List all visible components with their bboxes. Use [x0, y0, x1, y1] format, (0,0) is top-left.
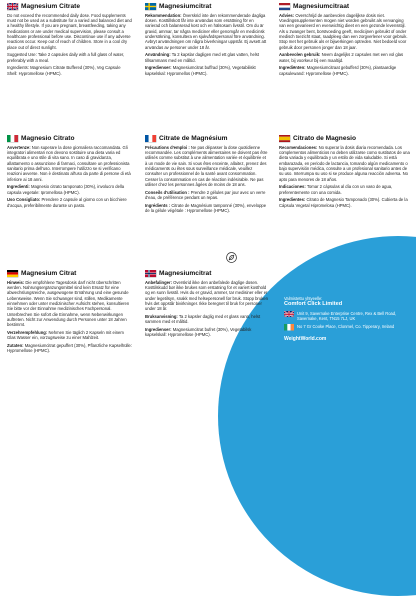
section-norwegian: [145, 270, 269, 416]
flag-france-icon: [145, 135, 156, 142]
flag-italy-icon: [7, 135, 18, 142]
distributor-uk-address: Unit 9, Savernake Enterprise Centre, Rex & Bell Road, Savernake, Kent, TN15 7LJ, UK: [297, 310, 397, 321]
section-spanish-warning: [279, 145, 411, 182]
ingredients-text: Citrato de Magnesio Tamponado (30%). Cubierta de la Cápsula Vegetal Hipromelosa (HPMC).: [279, 197, 408, 208]
warning-text: Ne pas dépasser la dose quotidienne recommandée. Les compléments alimentaires ne doivent pas être utilisés comme substitut à une alimentation variée et équilibrée et à un mode de vie sain. Si vous êtes enceinte, allaitez, prenez des médicaments ou êtes sous surveillance médicale, veuillez consulter un professionnel de la santé avant consommation. Cesser la consommation en cas de réaction indésirable. Ne pas utiliser chez les personnes âgées de moins de 18 ans.: [145, 144, 268, 187]
section-english-use: Suggested Use: Take 2 capsules daily with a full glass of water, preferably with a meal.: [7, 52, 125, 63]
flag-spain-icon: [279, 135, 290, 142]
distributor-ie-address: No 7 Gr Cooke Place, Clonmel, Co. Tipperary, Ireland: [297, 324, 395, 330]
use-text: Neem dagelijks 2 capsules met een vol glas water, bij voorkeur bij een maaltijd.: [279, 52, 404, 63]
section-swedish-ingredients: [145, 65, 269, 76]
flag-uk-icon: [284, 311, 294, 318]
section-german-header: [7, 270, 132, 277]
section-italian-header: [7, 135, 132, 142]
section-swedish-use: [145, 52, 269, 63]
use-text: Ta 2 kapslar dagligen med ett glas vatten, helst tillsammans med en måltid.: [145, 52, 259, 63]
use-label: Conseils d'utilisation :: [145, 189, 190, 195]
section-english-warning: Do not exceed the recommended daily dose. Food supplements must not be used as a substitute for a varied and balanced diet and a healthy lifestyle. If you are pregnant, breastfeeding, taking any medications or are under medical supervision, please consult a healthcare professional before use. Discontinue use if any adverse reactions occur. Keep out of reach of children. Store in a cool dry place out of direct sunlight.: [7, 12, 132, 50]
ingredients-text: Magnesiumcitrat gepuffert (30%), Pflanzliche Kapselhülle: Hypromellose (HPMC).: [7, 342, 132, 354]
ingredients-label: Zutaten:: [7, 342, 24, 348]
leaf-icon: [226, 250, 237, 261]
section-dutch: [279, 3, 411, 125]
section-spanish-ingredients: [279, 197, 411, 208]
distributor-website[interactable]: WeightWorld.com: [284, 335, 327, 342]
warning-label: Rekommendation:: [145, 12, 182, 18]
section-french-title: Citrate de Magnésium: [159, 135, 228, 142]
use-label: Indicaciones:: [279, 184, 306, 190]
section-french-warning: [145, 145, 269, 188]
warning-label: Recomendaciones:: [279, 144, 318, 150]
section-german-use: [7, 330, 132, 341]
use-label: Användning:: [145, 52, 171, 58]
section-french: [145, 135, 269, 258]
section-french-header: [145, 135, 269, 142]
section-italian-use: [7, 197, 132, 208]
use-text: Nehmen Sie täglich 2 Kapseln mit einem Glas Wasser ein, vorzugsweise zu einer Mahlzeit.: [7, 329, 124, 341]
warning-text: Overschrijd de aanbevolen dagelijkse dosis niet. Voedingssupplementen mogen niet worden gebruikt als vervanging van een gevarieerd en evenwichtig dieet en een gezonde levensstijl. Als u zwanger bent, borstvoeding geeft, medicijnen gebruikt of onder medisch toezicht staat, raadpleeg dan een zorgverlener voor gebruik. Stop met het gebruik als er bijwerkingen optreden. Niet bedoeld voor gebruik door personen jonger dan 18 jaar.: [279, 12, 408, 50]
ingredients-text: Magnesium Citrate Buffered (30%), Veg Capsule Shell: Hypromellose (HPMC).: [7, 65, 121, 76]
section-german-ingredients: [7, 343, 132, 354]
section-english-ingredients: [7, 65, 132, 76]
section-italian: [7, 135, 132, 258]
section-german: [7, 270, 132, 416]
distributor-company: Comfort Click Limited: [284, 301, 343, 308]
flag-uk-icon: [7, 3, 18, 10]
use-text: Prendere 2 capsule al giorno con un bicchiere d'acqua, preferibilmente durante un pasto.: [7, 197, 127, 208]
warning-label: Hinweis:: [7, 279, 25, 285]
section-norwegian-warning: [145, 280, 269, 312]
warning-label: Advies:: [279, 12, 295, 18]
distributor-heading: Valmistettu yhtyeelle:: [284, 296, 323, 301]
ingredients-label: Ingredienser:: [145, 326, 172, 332]
use-label: Uso Consigliato:: [7, 197, 41, 203]
flag-norway-icon: [145, 270, 156, 277]
ingredients-text: Magnesio citrato tamponato (30%), involucro della capsula vegetale: Ipromellosa (HPMC).: [7, 184, 125, 195]
ingredients-label: Ingredients:: [7, 65, 29, 71]
flag-sweden-icon: [145, 3, 156, 10]
section-spanish-header: [279, 135, 411, 142]
flag-germany-icon: [7, 270, 18, 277]
distributor-uk-address-row: [284, 311, 410, 321]
warning-text: No superar la dosis diaria recomendada. Los complementos alimenticios no deben utilizarse como sustitutos de una dieta variada y equilibrada y un estilo de vida saludable. Si está embarazada, en periodo de lactancia, tomando algún medicamento o bajo supervisión médica, consulte a un profesional sanitario antes de su uso. Interrumpa su uso si se produce alguna reacción adversa. No apto para menores de 18 años.: [279, 144, 410, 182]
warning-text: Non superare la dose giornaliera raccomandata. Gli integratori alimentari non devono sostituire una dieta varia ed equilibrata e uno stile di vita sano. In caso di gravidanza, allattamento o assunzione di farmaci, consultare un professionista sanitario prima dell'uso. Interrompere l'utilizzo se si verificano reazioni avverse. Non è destinato all'uso da parte di persone di età inferiore ai 18 anni.: [7, 144, 131, 182]
flag-netherlands-icon: [279, 3, 290, 10]
section-dutch-warning: [279, 13, 411, 50]
warning-text: Die empfohlene Tagesdosis darf nicht überschritten werden. Nahrungsergänzungsmittel sind kein Ersatz für eine abwechslungsreiche, ausgewogene Ernährung und eine gesunde Lebensweise. Wenn Sie schwanger sind, stillen, Medikamente einnehmen oder unter medizinischer Aufsicht stehen, konsultieren Sie bitte vor der Einnahme medizinisches Fachpersonal. Unterbrechen Sie sofort die Einnahme, wenn Nebenwirkungen auftreten. Nicht zur Anwendung durch Personen unter 18 Jahren bestimmt.: [7, 279, 130, 328]
section-spanish: [279, 135, 411, 258]
warning-label: Anbefalinger:: [145, 279, 172, 285]
section-swedish-title: Magnesiumcitrat: [159, 3, 212, 10]
section-german-warning: [7, 280, 132, 328]
section-spanish-title: Citrato de Magnesio: [293, 135, 357, 142]
flag-ireland-icon: [284, 324, 294, 331]
use-label: Bruksanvisning:: [145, 313, 178, 319]
warning-text: Overskrid ikke den anbefalede daglige dosen. Kosttilskudd bør ikke brukes som erstatning for et variert kosthold og en sunn livsstil. Hvis du er gravid, ammer, tar medisiner eller er under legetilsyn, snakk med helsepersonell før bruk. Stopp bruken hvis det oppstår bivirkninger. Ikke beregnet til bruk for personer under 18 år.: [145, 279, 268, 312]
ingredients-label: Ingredientes:: [279, 197, 306, 203]
section-norwegian-use: [145, 314, 269, 325]
ingredients-label: Ingredienti:: [7, 184, 30, 190]
use-text: Prendre 2 gélules par jour avec un verre d'eau, de préférence pendant un repas.: [145, 189, 266, 200]
warning-label: Avvertenze:: [7, 144, 31, 150]
section-dutch-title: Magnesiumcitraat: [293, 3, 350, 10]
ingredients-text: Citrate de Magnésium tamponné (30%), enveloppe de la gélule végétale : Hypromellose (HPMC).: [145, 202, 267, 213]
section-italian-title: Magnesio Citrato: [21, 135, 75, 142]
section-norwegian-header: [145, 270, 269, 277]
ingredients-label: Ingrédients :: [145, 202, 171, 208]
section-english: [7, 3, 132, 125]
section-italian-warning: [7, 145, 132, 182]
ingredients-text: Magnesiumcitrat bufret (30%), Vegetabilsk kapselskall: Hypromellose (HPMC).: [145, 326, 252, 338]
warning-label: Précautions d'emploi :: [145, 144, 190, 150]
ingredients-text: Magnesiumcitrat buffrad (30%), Vegetabiliskt kapselskal: Hypromellos (HPMC).: [145, 65, 256, 76]
section-dutch-header: [279, 3, 411, 10]
use-text: Tomar 2 cápsulas al día con un vaso de agua, preferentemente con una comida.: [279, 184, 393, 195]
warning-text: Överskrid inte den rekommenderade dagliga dosen. Kosttillskott får inte användas som ersättning för en varierad och balanserad kost och en hälsosam livsstil. Om du är gravid, ammar, tar några mediciner eller genomgår en medicinsk undersökning, konsultera en sjukvårdspersonal före användning. Avbryt användningen om några biverkningar uppstår. Ej avsett att användas av personer under 18 år.: [145, 12, 267, 50]
section-italian-ingredients: [7, 184, 132, 195]
section-spanish-use: [279, 184, 411, 195]
section-french-use: [145, 190, 269, 201]
distributor-info: [284, 296, 410, 342]
section-dutch-ingredients: [279, 65, 411, 76]
section-english-header: [7, 3, 132, 10]
ingredients-label: Ingrediënten:: [279, 65, 306, 71]
section-english-title: Magnesium Citrate: [21, 3, 80, 10]
ingredients-label: Ingredienser:: [145, 65, 172, 71]
use-text: Ta 2 kapsler daglig med et glass vann, helst sammen med et måltid.: [145, 313, 261, 325]
use-label: Verzehrempfehlung:: [7, 329, 48, 335]
ingredients-text: Magnesiumcitraat gebufferd (30%), plantaardige capsulewand: Hypromellose (HPMC).: [279, 65, 397, 76]
section-german-title: Magnesium Citrat: [21, 270, 77, 277]
section-swedish: [145, 3, 269, 125]
distributor-ie-address-row: [284, 324, 410, 331]
section-french-ingredients: [145, 203, 269, 214]
section-norwegian-title: Magnesiumcitrat: [159, 270, 212, 277]
section-swedish-header: [145, 3, 269, 10]
section-dutch-use: [279, 52, 411, 63]
section-norwegian-ingredients: [145, 327, 269, 338]
use-label: Aanbevolen gebruik:: [279, 52, 321, 58]
section-swedish-warning: [145, 13, 269, 50]
